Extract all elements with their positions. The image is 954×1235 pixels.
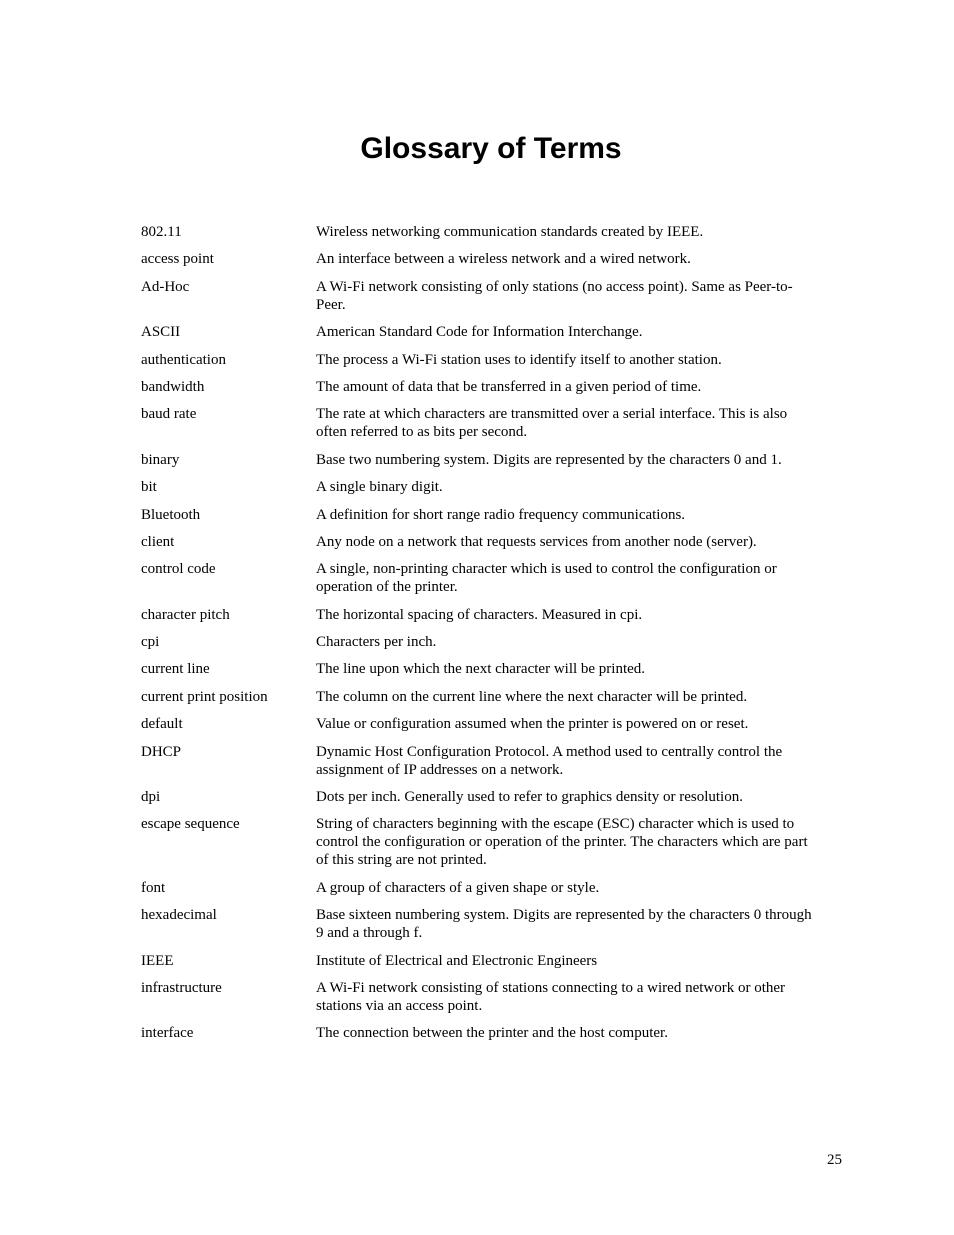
glossary-entry (141, 451, 821, 469)
glossary-term: 802.11 (141, 224, 182, 240)
glossary-definition: A definition for short range radio frequency communications. (316, 506, 686, 523)
glossary-definition: American Standard Code for Information Interchange. (316, 324, 643, 341)
glossary-entry (141, 223, 821, 241)
glossary-term: bandwidth (141, 378, 205, 395)
glossary-definition: Base two numbering system. Digits are represented by the characters 0 and 1. (316, 451, 782, 468)
glossary-entry (141, 952, 821, 970)
glossary-definition: A single, non-printing character which is used to control the configuration or operation of the printer. (316, 561, 777, 596)
glossary-definition: A single binary digit. (316, 479, 443, 496)
glossary-term: interface (141, 1025, 194, 1042)
glossary-term: control code (141, 561, 216, 578)
glossary-term: IEEE (141, 952, 174, 969)
glossary-term: current print position (141, 688, 268, 705)
glossary-entry (141, 979, 821, 1015)
glossary-definition: Institute of Electrical and Electronic Engineers (316, 952, 598, 969)
glossary-entry (141, 1024, 821, 1042)
glossary-term: dpi (141, 789, 161, 806)
glossary-definition: Wireless networking communication standards created by IEEE. (316, 224, 704, 240)
glossary-definition: Value or configuration assumed when the printer is powered on or reset. (316, 716, 749, 733)
glossary-term: client (141, 533, 175, 550)
glossary-term: character pitch (141, 606, 230, 623)
page-title: Glossary of Terms (360, 132, 622, 165)
glossary-term: escape sequence (141, 816, 240, 833)
glossary-entry (141, 606, 821, 624)
glossary-entry (141, 351, 821, 369)
glossary-definition: A Wi-Fi network consisting of stations connecting to a wired network or other stations via an access point. (316, 979, 786, 1014)
glossary-entry (141, 906, 821, 942)
glossary-entry (141, 743, 821, 779)
glossary-entry (141, 788, 821, 806)
glossary-definition: Any node on a network that requests services from another node (server). (316, 533, 757, 550)
glossary-definition: The horizontal spacing of characters. Measured in cpi. (316, 606, 643, 623)
glossary-term: Bluetooth (141, 506, 201, 523)
glossary-entry (141, 688, 821, 706)
glossary-term: infrastructure (141, 979, 222, 996)
glossary-definition: The amount of data that be transferred in a given period of time. (316, 378, 702, 395)
glossary-definition: A group of characters of a given shape or style. (316, 879, 600, 896)
glossary-term: Ad-Hoc (141, 278, 190, 295)
glossary-entry (141, 278, 821, 314)
glossary-entry (141, 633, 821, 651)
glossary-entry (141, 250, 821, 268)
glossary-definition: The rate at which characters are transmitted over a serial interface. This is also often referred to as bits per second. (316, 406, 788, 441)
glossary-definition: Dots per inch. Generally used to refer to graphics density or resolution. (316, 789, 743, 806)
glossary-definition: Base sixteen numbering system. Digits are represented by the characters 0 through 9 and a through f. (316, 907, 812, 942)
glossary-term: bit (141, 479, 157, 496)
glossary-entry (141, 560, 821, 596)
glossary-term: baud rate (141, 406, 197, 423)
glossary-entry (141, 815, 821, 869)
glossary-entry (141, 378, 821, 396)
glossary-term: cpi (141, 634, 160, 651)
glossary-entry (141, 323, 821, 341)
page-number: 25 (827, 1152, 842, 1168)
glossary-definition: A Wi-Fi network consisting of only stations (no access point). Same as Peer-to-Peer. (316, 278, 793, 313)
glossary-definition: String of characters beginning with the escape (ESC) character which is used to control the configuration or operation of the printer. The characters which are part of this string are not printed. (316, 816, 808, 869)
glossary-term: font (141, 879, 166, 896)
glossary-definition: Characters per inch. (316, 634, 437, 651)
glossary-entry (141, 405, 821, 441)
glossary-entry (141, 879, 821, 897)
glossary-definition: The column on the current line where the next character will be printed. (316, 688, 748, 705)
glossary-term: binary (141, 451, 180, 468)
glossary-term: access point (141, 251, 214, 268)
glossary-entry (141, 715, 821, 733)
glossary-definition: The line upon which the next character will be printed. (316, 661, 646, 678)
glossary-definition: Dynamic Host Configuration Protocol. A method used to centrally control the assignment of IP addresses on a network. (316, 743, 783, 778)
glossary-term: DHCP (141, 743, 182, 760)
glossary-term: current line (141, 661, 210, 678)
glossary-definition: The connection between the printer and the host computer. (316, 1025, 668, 1042)
glossary-term: ASCII (141, 324, 181, 341)
glossary-entry (141, 660, 821, 678)
glossary-entry (141, 506, 821, 524)
glossary-definition: The process a Wi-Fi station uses to identify itself to another station. (316, 351, 722, 368)
glossary-term: default (141, 716, 183, 733)
glossary-entry (141, 478, 821, 496)
glossary-definition: An interface between a wireless network and a wired network. (316, 251, 691, 268)
glossary-entry (141, 533, 821, 551)
glossary-term: authentication (141, 351, 226, 368)
glossary-list (141, 223, 821, 1052)
glossary-term: hexadecimal (141, 907, 217, 924)
